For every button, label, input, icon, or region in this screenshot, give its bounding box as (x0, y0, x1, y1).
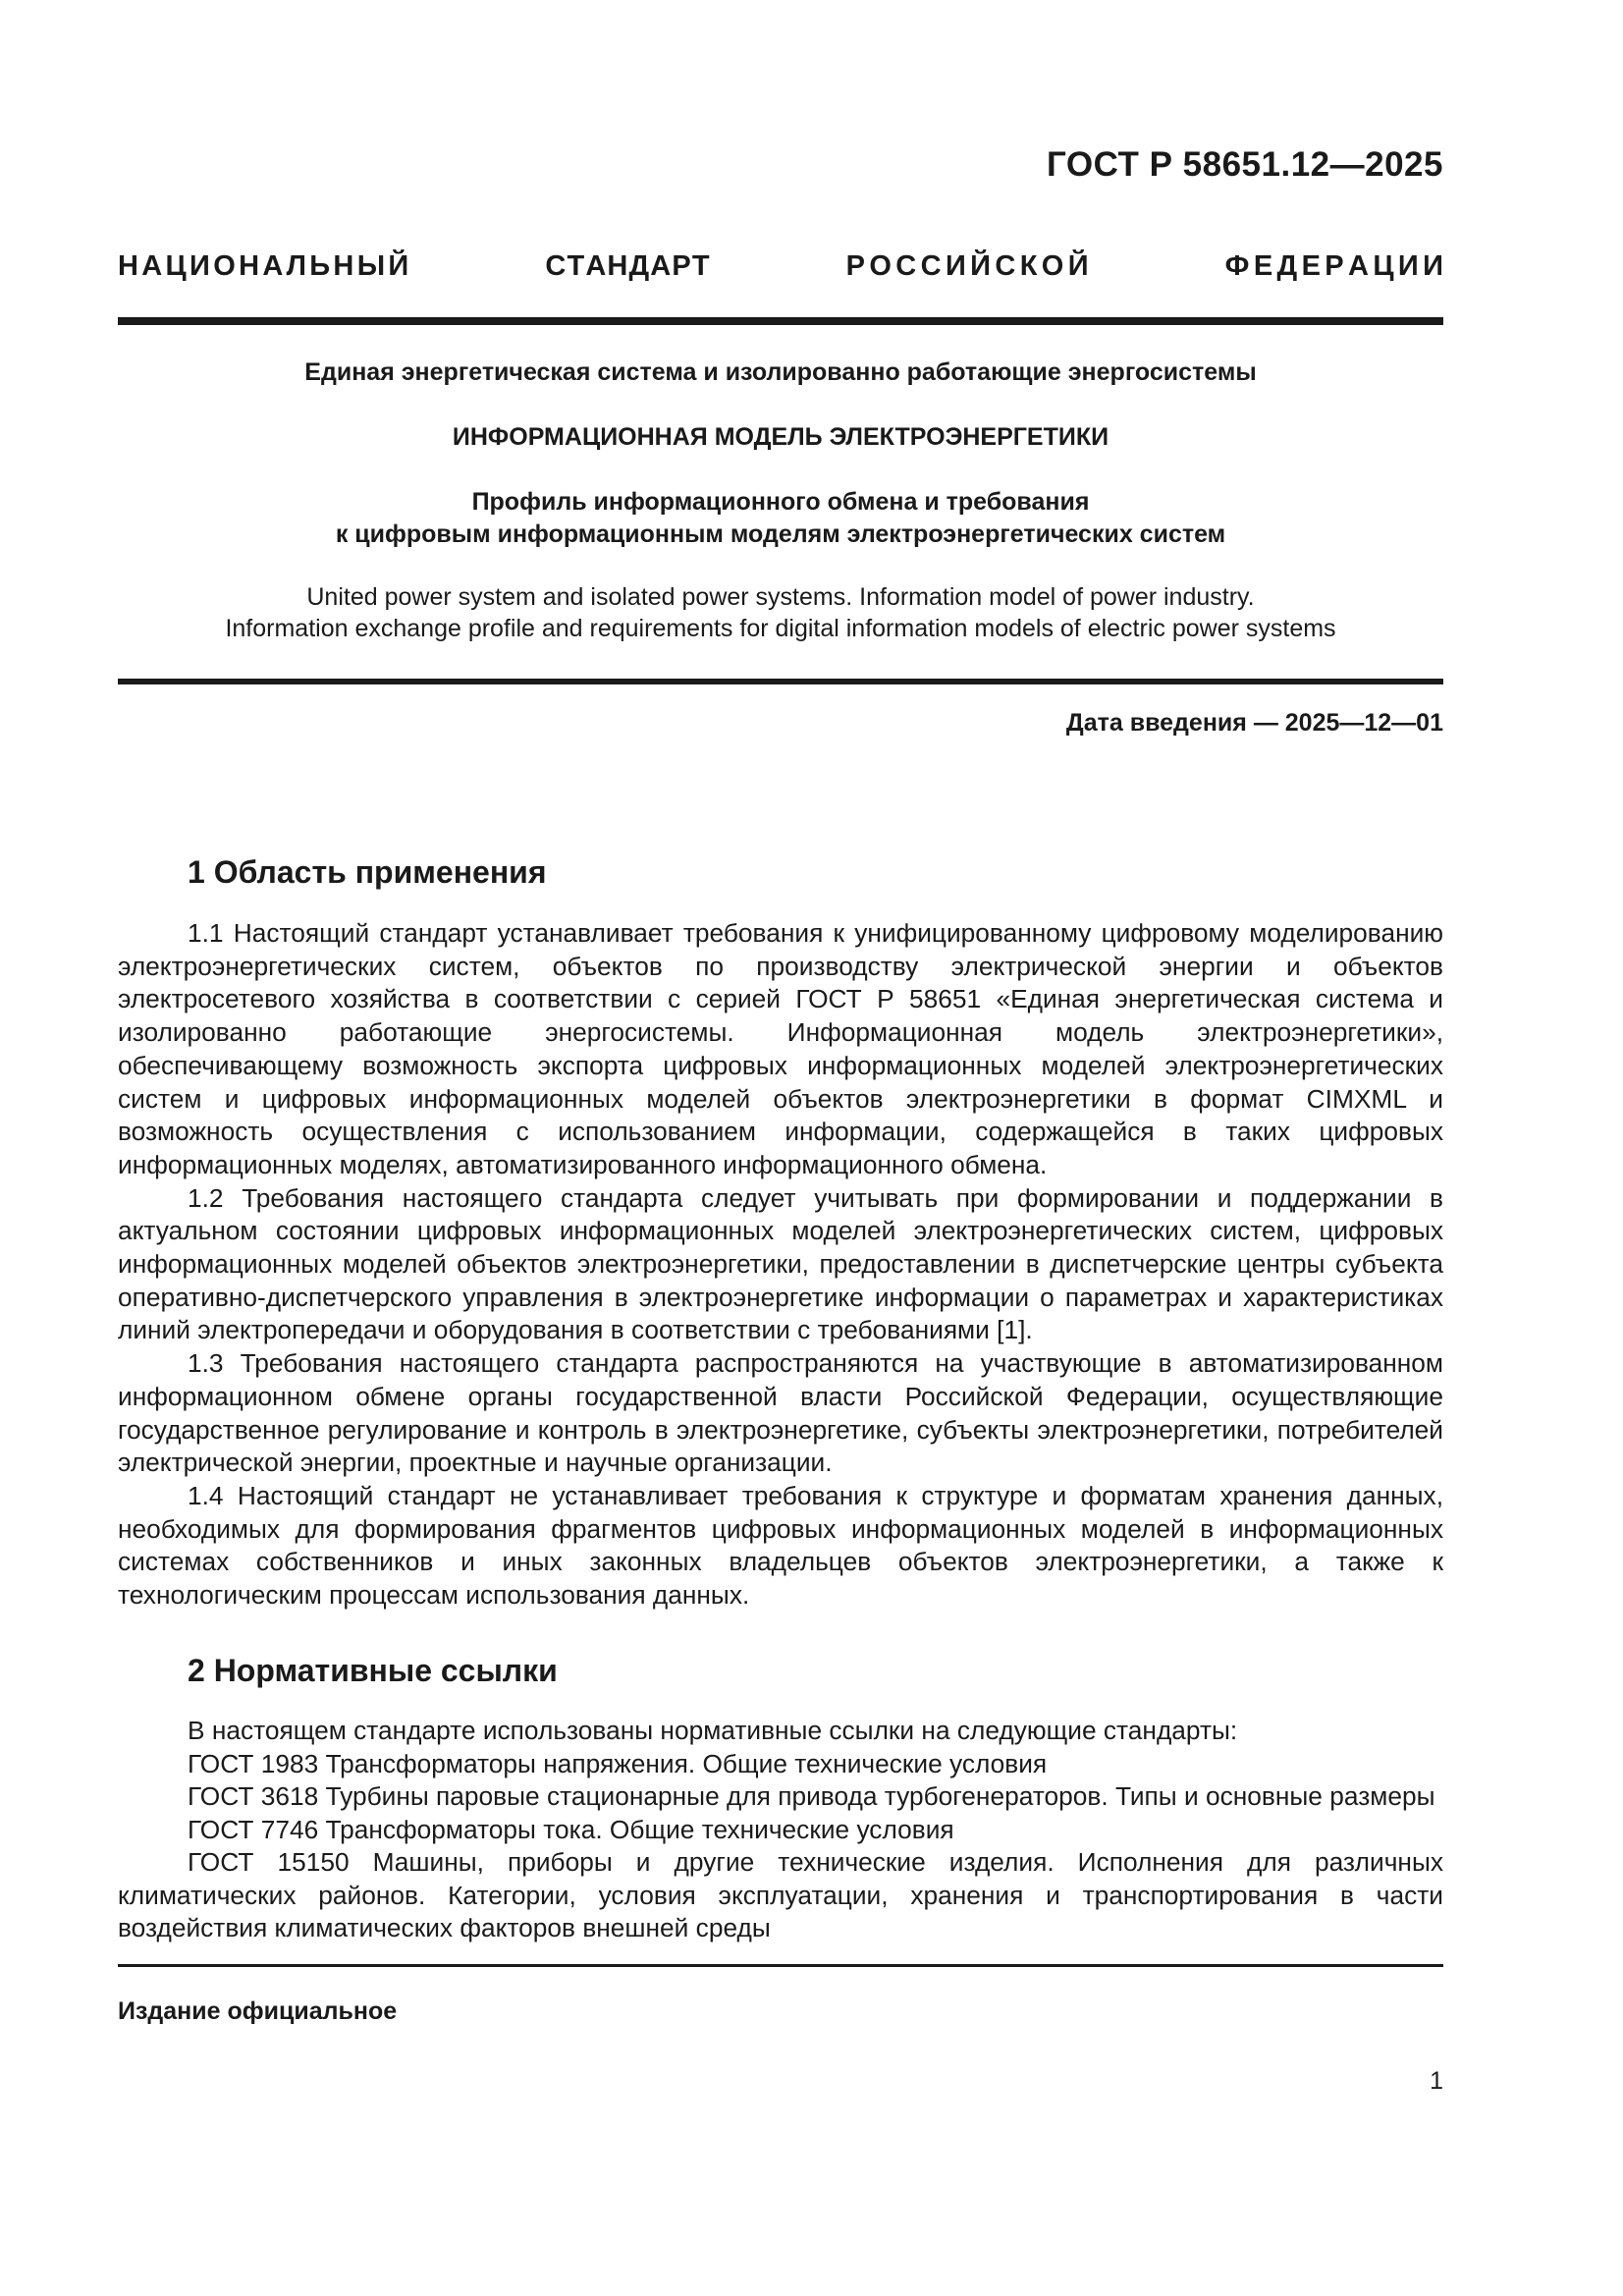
introduction-date: Дата введения — 2025—12—01 (1065, 709, 1443, 737)
section-2-body (118, 1715, 1443, 1945)
footer-rule (118, 1964, 1443, 1967)
national-standard-word: Н А Ц И О Н А Л Ь Н Ы Й (118, 250, 409, 282)
reference-item: ГОСТ 15150 Машины, приборы и другие технические изделия. Исполнения для различных климатических районов. Категории, условия эксплуатации, хранения и транспортирования в части воздействия климатических факторов внешней среды (118, 1847, 1443, 1942)
references-intro: В настоящем стандарте использованы нормативные ссылки на следующие стандарты: (188, 1716, 1238, 1745)
national-standard-word: Р О С С И Й С К О Й (845, 250, 1089, 282)
paragraph-1-1: 1.1 Настоящий стандарт устанавливает требования к унифицированному цифровому моделированию электроэнергетических систем, объектов по производству электрической энергии и объектов электросетевого хозяйства в соответствии с серией ГОСТ Р 58651 «Единая энергетическая система и изолированно работающие энергосистемы. Информационная модель электроэнергетики», обеспечивающему возможность экспорта цифровых информационных моделей электроэнергетических систем и цифровых информационных моделей объектов электроэнергетики в формат CIMXML и возможность осуществления с использованием информации, содержащейся в таких цифровых информационных моделях, автоматизированного информационного обмена. (118, 918, 1443, 1179)
section-1-body (118, 917, 1443, 1613)
national-standard-banner (118, 250, 1443, 283)
subtitle-line-1: Профиль информационного обмена и требования (471, 488, 1090, 516)
national-standard-word: Ф Е Д Е Р А Ц И И (1224, 250, 1443, 282)
document-number: ГОСТ Р 58651.12—2025 (1046, 145, 1443, 184)
paragraph-1-4: 1.4 Настоящий стандарт не устанавливает требования к структуре и форматам хранения данных, необходимых для формирования фрагментов цифровых информационных моделей в информационных системах собственников и иных законных владельцев объектов электроэнергетики, а также к технологическим процессам использования данных. (118, 1480, 1443, 1611)
title-rule (118, 679, 1443, 684)
reference-item: ГОСТ 3618 Турбины паровые стационарные для привода турбогенераторов. Типы и основные размеры (188, 1781, 1435, 1811)
series-title: Единая энергетическая система и изолированно работающие энергосистемы (304, 358, 1257, 386)
header-rule (118, 317, 1443, 325)
paragraph-1-2: 1.2 Требования настоящего стандарта следует учитывать при формировании и поддержании в актуальном состоянии цифровых информационных моделей электроэнергетических систем, цифровых информационных моделей объектов электроэнергетики, предоставлении в диспетчерские центры субъекта оперативно-диспетчерского управления в электроэнергетике информации о параметрах и характеристиках линий электропередачи и оборудования в соответствии с требованиями [1]. (118, 1182, 1443, 1345)
subtitle-line-2: к цифровым информационным моделям электроэнергетических систем (335, 520, 1226, 548)
section-1-heading: 1 Область применения (188, 854, 547, 890)
official-edition-label: Издание официальное (118, 1997, 398, 2025)
reference-item: ГОСТ 1983 Трансформаторы напряжения. Общие технические условия (188, 1748, 1048, 1778)
english-title-line-2: Information exchange profile and requirements for digital information models of electric power systems (225, 615, 1336, 642)
paragraph-1-3: 1.3 Требования настоящего стандарта распространяются на участвующие в автоматизированном информационном обмене органы государственной власти Российской Федерации, осуществляющие государственное регулирование и контроль в электроэнергетике, субъекты электроэнергетики, потребителей электрической энергии, проектные и научные организации. (118, 1348, 1443, 1478)
english-title-line-1: United power system and isolated power systems. Information model of power industry. (306, 583, 1255, 611)
section-2-heading: 2 Нормативные ссылки (188, 1653, 558, 1688)
page-number: 1 (1430, 2067, 1443, 2095)
reference-item: ГОСТ 7746 Трансформаторы тока. Общие технические условия (188, 1814, 954, 1844)
main-title: ИНФОРМАЦИОННАЯ МОДЕЛЬ ЭЛЕКТРОЭНЕРГЕТИКИ (452, 423, 1109, 451)
national-standard-word: С Т А Н Д А Р Т (545, 250, 710, 282)
